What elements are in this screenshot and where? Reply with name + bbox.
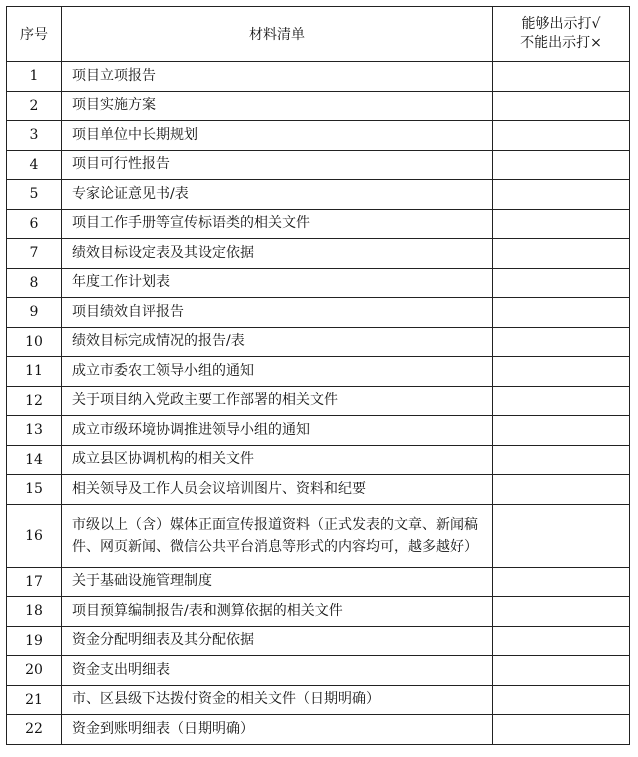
row-material: 年度工作计划表 [62,268,493,298]
row-check-cell[interactable] [493,239,630,269]
row-check-cell[interactable] [493,504,630,567]
table-row [7,715,630,745]
header-check [493,7,630,62]
table-row [7,209,630,239]
row-material: 资金到账明细表（日期明确） [62,715,493,745]
row-check-cell[interactable] [493,150,630,180]
table-row [7,597,630,627]
row-check-cell[interactable] [493,209,630,239]
table-row [7,656,630,686]
row-number: 7 [7,239,62,269]
row-check-cell[interactable] [493,475,630,505]
table-row [7,121,630,151]
row-number: 10 [7,327,62,357]
row-material: 成立市级环境协调推进领导小组的通知 [62,416,493,446]
materials-checklist-table [6,6,630,745]
row-number: 5 [7,180,62,210]
row-material: 相关领导及工作人员会议培训图片、资料和纪要 [62,475,493,505]
header-check-line2: 不能出示打× [520,35,602,51]
row-check-cell[interactable] [493,357,630,387]
row-material: 成立市委农工领导小组的通知 [62,357,493,387]
table-row [7,386,630,416]
row-number: 22 [7,715,62,745]
table-row [7,445,630,475]
row-check-cell[interactable] [493,91,630,121]
row-number: 15 [7,475,62,505]
table-row [7,685,630,715]
row-check-cell[interactable] [493,327,630,357]
row-material: 专家论证意见书/表 [62,180,493,210]
row-check-cell[interactable] [493,62,630,92]
row-material: 项目绩效自评报告 [62,298,493,328]
row-material: 市、区县级下达拨付资金的相关文件（日期明确） [62,685,493,715]
row-material: 项目可行性报告 [62,150,493,180]
table-body [7,62,630,745]
row-check-cell[interactable] [493,597,630,627]
row-number: 11 [7,357,62,387]
row-material: 绩效目标完成情况的报告/表 [62,327,493,357]
row-number: 14 [7,445,62,475]
table-row [7,504,630,567]
table-row [7,327,630,357]
row-number: 21 [7,685,62,715]
row-check-cell[interactable] [493,445,630,475]
table-row [7,91,630,121]
row-material: 资金分配明细表及其分配依据 [62,626,493,656]
row-check-cell[interactable] [493,416,630,446]
row-check-cell[interactable] [493,626,630,656]
row-number: 8 [7,268,62,298]
table-header-row [7,7,630,62]
table-row [7,298,630,328]
row-number: 6 [7,209,62,239]
row-material: 项目立项报告 [62,62,493,92]
table-row [7,475,630,505]
row-check-cell[interactable] [493,715,630,745]
row-number: 4 [7,150,62,180]
row-check-cell[interactable] [493,685,630,715]
row-check-cell[interactable] [493,180,630,210]
row-material: 关于项目纳入党政主要工作部署的相关文件 [62,386,493,416]
row-material: 成立县区协调机构的相关文件 [62,445,493,475]
table-row [7,150,630,180]
table-row [7,416,630,446]
row-material: 项目实施方案 [62,91,493,121]
row-number: 9 [7,298,62,328]
row-number: 16 [7,504,62,567]
row-number: 1 [7,62,62,92]
table-row [7,62,630,92]
row-number: 3 [7,121,62,151]
row-number: 12 [7,386,62,416]
row-number: 20 [7,656,62,686]
table-row [7,239,630,269]
row-material: 绩效目标设定表及其设定依据 [62,239,493,269]
row-material: 项目预算编制报告/表和测算依据的相关文件 [62,597,493,627]
row-number: 18 [7,597,62,627]
header-materials: 材料清单 [62,7,493,62]
row-check-cell[interactable] [493,121,630,151]
table-row [7,567,630,597]
row-material: 资金支出明细表 [62,656,493,686]
header-no: 序号 [7,7,62,62]
row-number: 13 [7,416,62,446]
table-row [7,357,630,387]
header-check-line1: 能够出示打√ [521,16,601,32]
table-row [7,180,630,210]
row-material: 市级以上（含）媒体正面宣传报道资料（正式发表的文章、新闻稿件、网页新闻、微信公共平台消息等形式的内容均可，越多越好） [62,504,493,567]
row-material: 关于基础设施管理制度 [62,567,493,597]
row-number: 17 [7,567,62,597]
row-check-cell[interactable] [493,386,630,416]
row-number: 19 [7,626,62,656]
row-number: 2 [7,91,62,121]
table-row [7,268,630,298]
row-check-cell[interactable] [493,567,630,597]
table-row [7,626,630,656]
row-check-cell[interactable] [493,656,630,686]
row-check-cell[interactable] [493,268,630,298]
row-check-cell[interactable] [493,298,630,328]
row-material: 项目单位中长期规划 [62,121,493,151]
row-material: 项目工作手册等宣传标语类的相关文件 [62,209,493,239]
